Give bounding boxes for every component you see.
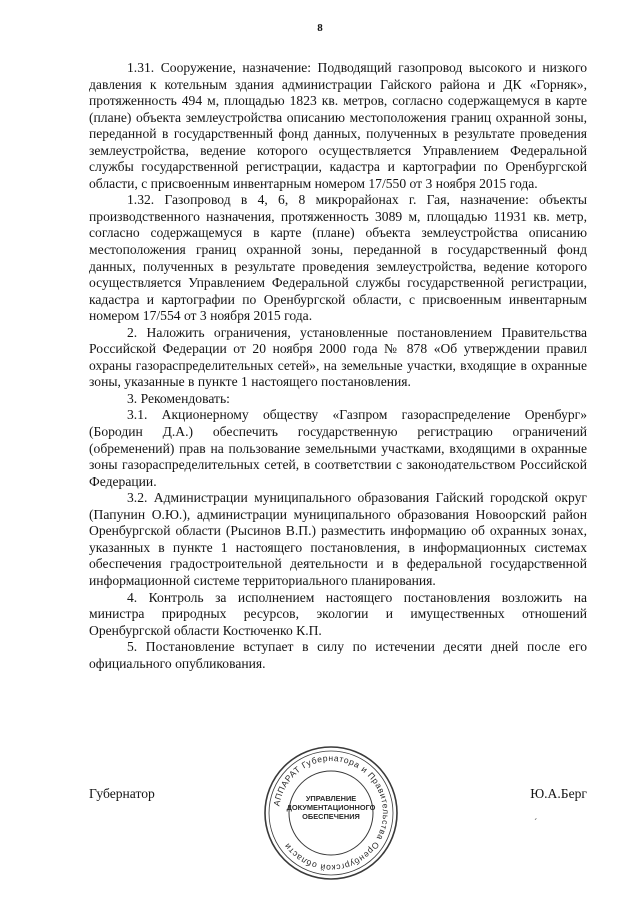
paragraph-4: 4. Контроль за исполнением настоящего постановления возложить на министра природных ресурсов, экологии и имущественных отношений Оренбургской области Костюченко К.П. bbox=[89, 589, 587, 638]
svg-text:АППАРАТ Губернатора и Правител: АППАРАТ Губернатора и Правительства Оренбургской области bbox=[271, 752, 392, 874]
paragraph-3-2: 3.2. Администрации муниципального образования Гайский городской округ (Папунин О.Ю.), администрации муниципального образования Новоорский район Оренбургской области (Рысинов В.П.) разместить информацию об охранных зонах, указанных в пункте 1 настоящего постановления, в информационных системах обеспечения градостроительной деятельности и в федеральной государственной информационной системе территориального планирования. bbox=[89, 490, 587, 588]
pen-mark-icon: ˊ bbox=[534, 818, 538, 829]
signer-title: Губернатор bbox=[89, 786, 155, 801]
signer-name: Ю.А.Берг bbox=[530, 786, 587, 801]
stamp-line: УПРАВЛЕНИЕ bbox=[305, 794, 357, 803]
stamp-line: ДОКУМЕНТАЦИОННОГО bbox=[286, 803, 376, 813]
paragraph-5: 5. Постановление вступает в силу по истечении десяти дней после его официального опубликования. bbox=[89, 639, 587, 671]
official-stamp bbox=[262, 744, 400, 882]
paragraph-3-1: 3.1. Акционерному обществу «Газпром газораспределение Оренбург» (Бородин Д.А.) обеспечить государственную регистрацию ограничений (обременений) прав на пользование земельными участками, входящими в охранные зоны газораспределительных сетей, в соответствии с законодательством Российской Федерации. bbox=[89, 407, 587, 489]
stamp-center-text bbox=[262, 794, 400, 822]
page-number: 8 bbox=[317, 22, 323, 34]
paragraph-3: 3. Рекомендовать: bbox=[127, 390, 230, 406]
paragraph-1-31: 1.31. Сооружение, назначение: Подводящий газопровод высокого и низкого давления к котельным здания администрации Гайского района и ДК «Горняк», протяженность 494 м, площадью 1823 кв. метров, согласно содержащемуся в карте (плане) объекта землеустройства описанию местоположения границ охранной зоны, переданной в государственный фонд данных, полученных в результате проведения землеустройства, ведение которого осуществляется Управлением Федеральной службы государственной регистрации, кадастра и картографии по Оренбургской области, с присвоенным инвентарным номером 17/550 от 3 ноября 2015 года. bbox=[89, 60, 587, 191]
document-body bbox=[89, 60, 587, 672]
paragraph-1-32: 1.32. Газопровод в 4, 6, 8 микрорайонах г. Гая, назначение: объекты производственного назначения, протяженность 3089 м, площадью 11931 кв. метр, согласно содержащемуся в карте (плане) объекта землеустройства описанию местоположения границ охранной зоны, переданной в государственный фонд данных, полученных в результате проведения землеустройства, ведение которого осуществляется Управлением Федеральной службы государственной регистрации, кадастра и картографии по Оренбургской области, с присвоенным инвентарным номером 17/554 от 3 ноября 2015 года. bbox=[89, 192, 587, 324]
stamp-line: ОБЕСПЕЧЕНИЯ bbox=[302, 812, 360, 822]
paragraph-2: 2. Наложить ограничения, установленные постановлением Правительства Российской Федерации от 20 ноября 2000 года № 878 «Об утверждении правил охраны газораспределительных сетей», на земельные участки, входящие в охранные зоны, указанные в пункте 1 настоящего постановления. bbox=[89, 324, 587, 390]
